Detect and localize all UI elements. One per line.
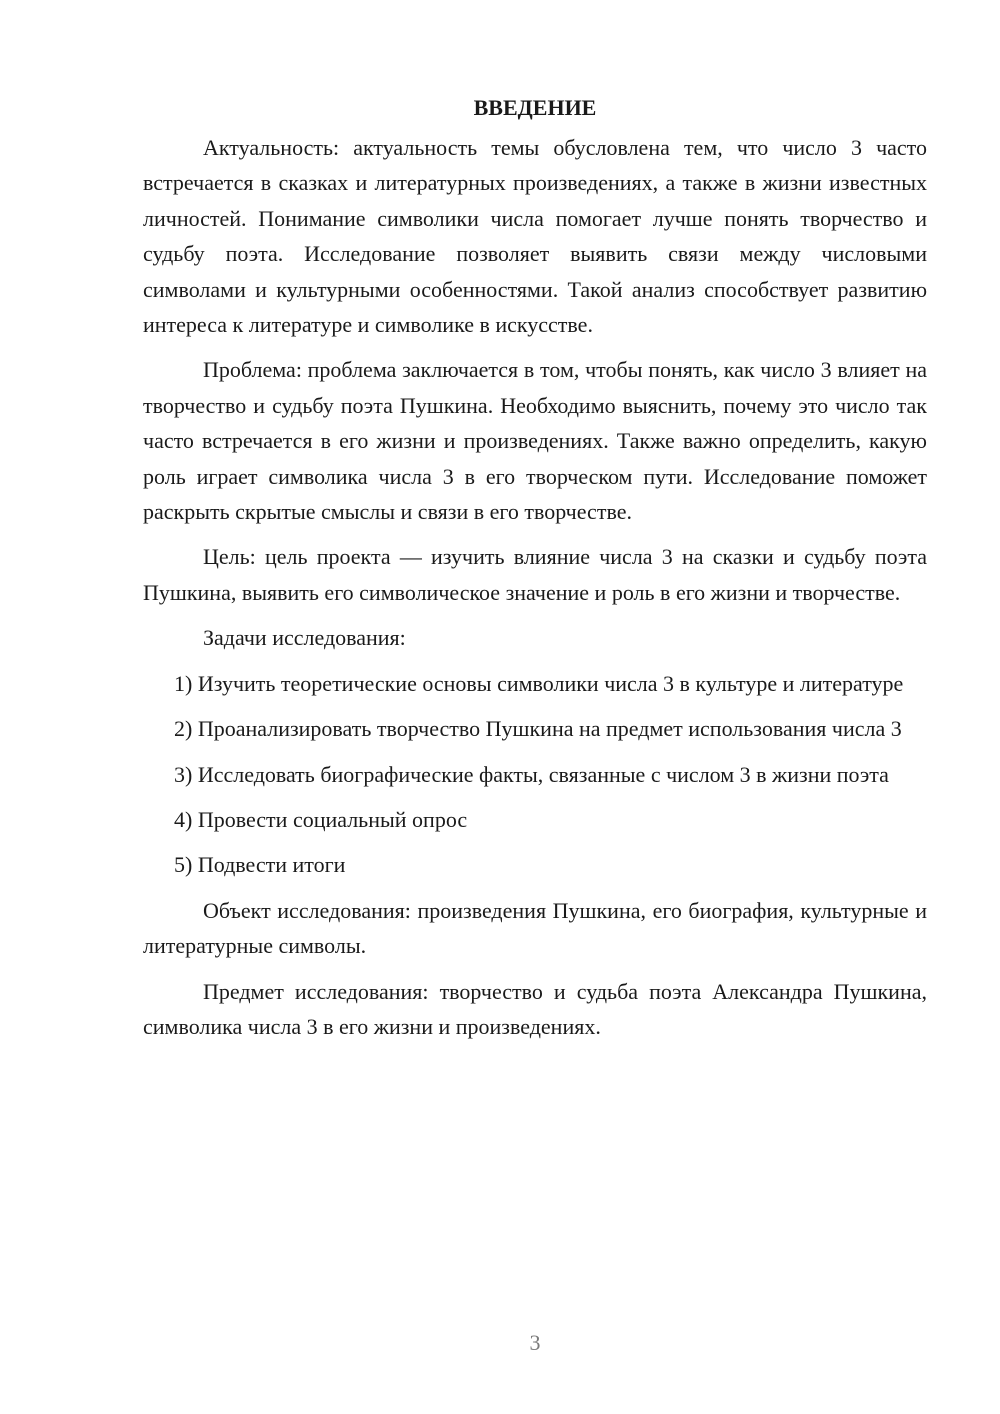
problem-paragraph: Проблема: проблема заключается в том, чтобы понять, как число 3 влияет на творчество и судьбу поэта Пушкина. Необходимо выяснить, почему это число так часто встречается в его жизни и произведениях. Также важно определить, какую роль играет символика числа 3 в его творческом пути. Исследование поможет раскрыть скрытые смыслы и связи в его творчестве. <box>143 357 927 525</box>
document-page <box>143 90 927 1054</box>
object-paragraph: Объект исследования: произведения Пушкина, его биография, культурные и литературные символы. <box>143 897 927 959</box>
page-number: 3 <box>529 1330 541 1355</box>
task-item: 5) Подвести итоги <box>174 852 346 878</box>
relevance-paragraph: Актуальность: актуальность темы обусловлена тем, что число 3 часто встречается в сказках и литературных произведениях, а также в жизни известных личностей. Понимание символики числа помогает лучше понять творчество и судьбу поэта. Исследование позволяет выявить связи между числовыми символами и культурными особенностями. Такой анализ способствует развитию интереса к литературе и символике в искусстве. <box>143 135 927 338</box>
page-title: ВВЕДЕНИЕ <box>473 95 597 120</box>
subject-paragraph: Предмет исследования: творчество и судьба поэта Александра Пушкина, символика числа 3 в его жизни и произведениях. <box>143 978 927 1039</box>
tasks-heading: Задачи исследования: <box>203 625 406 651</box>
task-item: 2) Проанализировать творчество Пушкина на предмет использования числа 3 <box>174 716 902 742</box>
task-item: 3) Исследовать биографические факты, связанные с числом 3 в жизни поэта <box>174 761 889 787</box>
goal-paragraph: Цель: цель проекта — изучить влияние числа 3 на сказки и судьбу поэта Пушкина, выявить его символическое значение и роль в его жизни и творчестве. <box>143 544 927 605</box>
task-item: 1) Изучить теоретические основы символики числа 3 в культуре и литературе <box>174 670 904 696</box>
task-item: 4) Провести социальный опрос <box>174 806 468 832</box>
